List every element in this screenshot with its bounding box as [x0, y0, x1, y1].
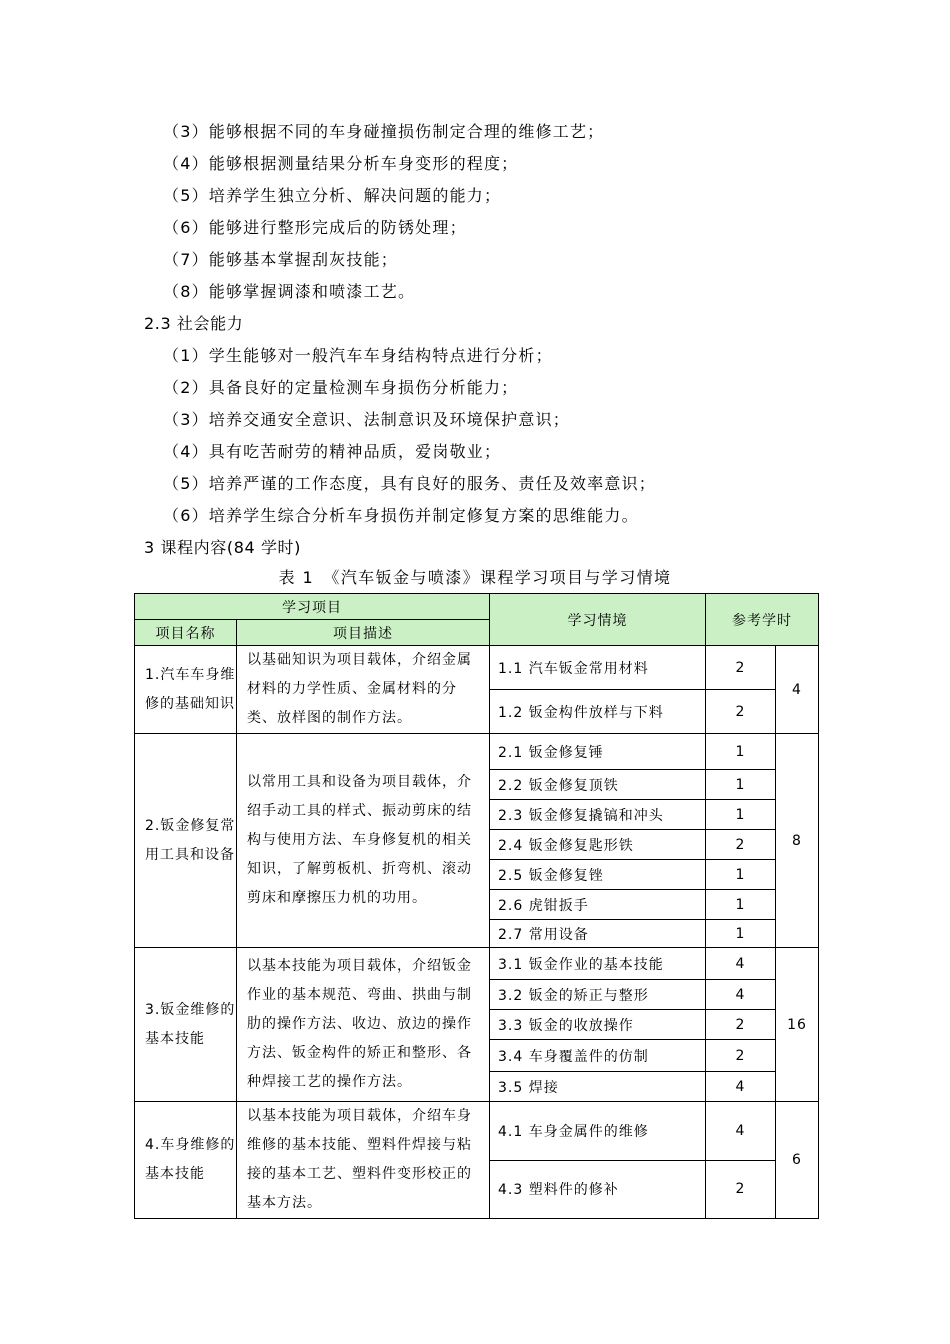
hours-cell: 1 — [706, 800, 776, 830]
project-desc: 以基本技能为项目载体，介绍钣金作业的基本规范、弯曲、拱曲与制肋的操作方法、收边、放边的操作方法、钣金构件的矫正和整形、各种焊接工艺的操作方法。 — [237, 948, 490, 1102]
project-name: 2.钣金修复常用工具和设备 — [135, 734, 237, 948]
table-caption: 表 1 《汽车钣金与喷漆》课程学习项目与学习情境 — [278, 568, 672, 587]
situation-cell: 2.4 钣金修复匙形铁 — [490, 830, 706, 860]
header-project-group: 学习项目 — [135, 594, 490, 620]
ability-item: （3）能够根据不同的车身碰撞损伤制定合理的维修工艺； — [163, 122, 605, 141]
course-content-table — [134, 593, 819, 1219]
ability-item: （6）培养学生综合分析车身损伤并制定修复方案的思维能力。 — [163, 506, 639, 525]
project-desc: 以基本技能为项目载体，介绍车身维修的基本技能、塑料件焊接与粘接的基本工艺、塑料件变形校正的基本方法。 — [237, 1102, 490, 1219]
situation-cell: 2.3 钣金修复撬镐和冲头 — [490, 800, 706, 830]
hours-cell: 2 — [706, 646, 776, 690]
ability-item: （5）培养严谨的工作态度，具有良好的服务、责任及效率意识； — [163, 474, 656, 493]
total-hours-cell: 16 — [776, 948, 819, 1102]
header-hours: 参考学时 — [706, 594, 819, 646]
table-row — [135, 646, 819, 690]
situation-cell: 2.7 常用设备 — [490, 920, 706, 948]
header-situation: 学习情境 — [490, 594, 706, 646]
ability-item: （1）学生能够对一般汽车车身结构特点进行分析； — [163, 346, 553, 365]
section-heading: 2.3 社会能力 — [144, 314, 244, 333]
hours-cell: 2 — [706, 1010, 776, 1040]
ability-item: （2）具备良好的定量检测车身损伤分析能力； — [163, 378, 519, 397]
situation-cell: 2.5 钣金修复锉 — [490, 860, 706, 890]
hours-cell: 2 — [706, 1040, 776, 1072]
table-row — [135, 734, 819, 770]
project-name: 4.车身维修的基本技能 — [135, 1102, 237, 1219]
hours-cell: 4 — [706, 1072, 776, 1102]
situation-cell: 2.2 钣金修复顶铁 — [490, 770, 706, 800]
project-desc: 以常用工具和设备为项目载体，介绍手动工具的样式、振动剪床的结构与使用方法、车身修复机的相关知识，了解剪板机、折弯机、滚动剪床和摩擦压力机的功用。 — [237, 734, 490, 948]
hours-cell: 1 — [706, 860, 776, 890]
situation-cell: 3.3 钣金的收放操作 — [490, 1010, 706, 1040]
hours-cell: 2 — [706, 690, 776, 734]
table-row — [135, 948, 819, 980]
ability-item: （8）能够掌握调漆和喷漆工艺。 — [163, 282, 416, 301]
hours-cell: 1 — [706, 770, 776, 800]
header-project-desc: 项目描述 — [237, 620, 490, 646]
situation-cell: 1.2 钣金构件放样与下料 — [490, 690, 706, 734]
situation-cell: 3.4 车身覆盖件的仿制 — [490, 1040, 706, 1072]
hours-cell: 2 — [706, 830, 776, 860]
ability-item: （5）培养学生独立分析、解决问题的能力； — [163, 186, 502, 205]
hours-cell: 1 — [706, 920, 776, 948]
project-desc: 以基础知识为项目载体，介绍金属材料的力学性质、金属材料的分类、放样图的制作方法。 — [237, 646, 490, 734]
situation-cell: 2.6 虎钳扳手 — [490, 890, 706, 920]
hours-cell: 2 — [706, 1160, 776, 1219]
hours-cell: 4 — [706, 948, 776, 980]
situation-cell: 4.3 塑料件的修补 — [490, 1160, 706, 1219]
hours-cell: 4 — [706, 980, 776, 1010]
ability-item: （3）培养交通安全意识、法制意识及环境保护意识； — [163, 410, 570, 429]
situation-cell: 4.1 车身金属件的维修 — [490, 1102, 706, 1161]
ability-item: （7）能够基本掌握刮灰技能； — [163, 250, 398, 269]
table-row — [135, 1102, 819, 1161]
ability-item: （6）能够进行整形完成后的防锈处理； — [163, 218, 467, 237]
header-project-name: 项目名称 — [135, 620, 237, 646]
ability-item: （4）能够根据测量结果分析车身变形的程度； — [163, 154, 519, 173]
total-hours-cell: 8 — [776, 734, 819, 948]
total-hours-cell: 6 — [776, 1102, 819, 1219]
section-heading: 3 课程内容(84 学时) — [144, 538, 301, 557]
project-name: 3.钣金维修的基本技能 — [135, 948, 237, 1102]
project-name: 1.汽车车身维修的基础知识 — [135, 646, 237, 734]
situation-cell: 1.1 汽车钣金常用材料 — [490, 646, 706, 690]
ability-item: （4）具有吃苦耐劳的精神品质，爱岗敬业； — [163, 442, 502, 461]
total-hours-cell: 4 — [776, 646, 819, 734]
hours-cell: 4 — [706, 1102, 776, 1161]
hours-cell: 1 — [706, 734, 776, 770]
situation-cell: 3.1 钣金作业的基本技能 — [490, 948, 706, 980]
hours-cell: 1 — [706, 890, 776, 920]
situation-cell: 2.1 钣金修复锤 — [490, 734, 706, 770]
situation-cell: 3.5 焊接 — [490, 1072, 706, 1102]
situation-cell: 3.2 钣金的矫正与整形 — [490, 980, 706, 1010]
